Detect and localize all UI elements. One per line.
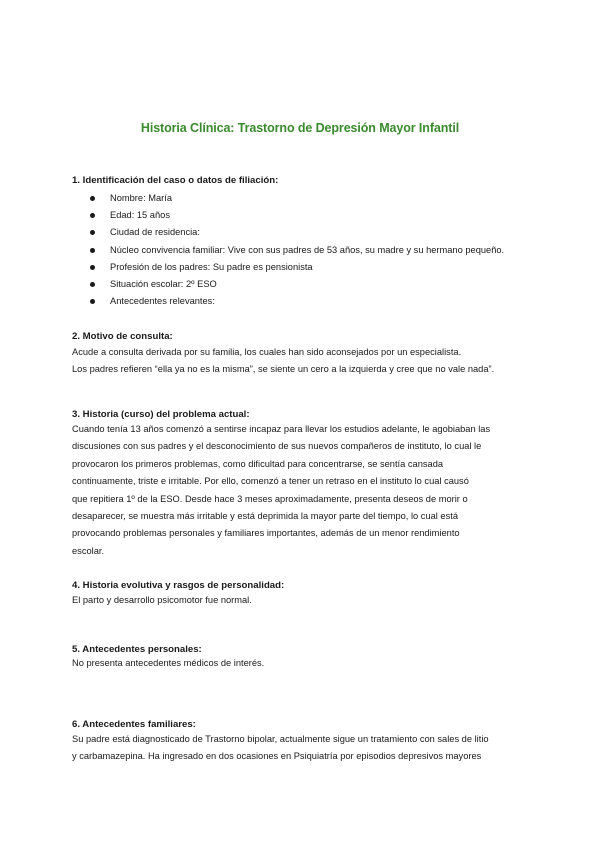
bullet-icon — [90, 265, 95, 270]
paragraph-line: Los padres refieren “ella ya no es la misma”, se siente un cero a la izquierda y cree que no vale nada”. — [72, 364, 495, 375]
list-item: Antecedentes relevantes: — [90, 293, 530, 310]
section-body-familiares — [72, 731, 532, 766]
paragraph-line: Cuando tenía 13 años comenzó a sentirse incapaz para llevar los estudios adelante, le agobiaban las — [72, 424, 491, 434]
bullet-icon — [90, 213, 95, 218]
paragraph-line: discusiones con sus padres y el desconocimiento de sus nuevos compañeros de instituto, lo cual le — [72, 441, 482, 452]
document-title: Historia Clínica: Trastorno de Depresión Mayor Infantil — [140, 121, 460, 135]
paragraph-line: Su padre está diagnosticado de Trastorno bipolar, actualmente sigue un tratamiento con sales de litio — [72, 734, 489, 744]
list-item: Situación escolar: 2º ESO — [90, 276, 530, 293]
paragraph-line: que repitiera 1º de la ESO. Desde hace 3 meses aproximadamente, presenta deseos de morir o — [72, 493, 468, 504]
section-body-evolutiva — [72, 592, 532, 609]
list-item: Nombre: María — [90, 190, 530, 207]
section-heading-historia: 3. Historia (curso) del problema actual: — [72, 409, 250, 420]
section-heading-identificacion: 1. Identificación del caso o datos de filiación: — [72, 175, 279, 186]
list-item: Núcleo convivencia familiar: Vive con sus padres de 53 años, su madre y su hermano pequeño. — [90, 242, 530, 259]
bullet-icon — [90, 282, 95, 287]
paragraph-line: Acude a consulta derivada por su familia, los cuales han sido aconsejados por un especialista. — [72, 347, 462, 357]
section-body-personales — [72, 655, 532, 672]
paragraph-line: continuamente, triste e irritable. Por ello, comenzó a tener un retraso en el instituto lo cual causó — [72, 476, 469, 487]
list-item: Ciudad de residencia: — [90, 224, 530, 241]
section-body-historia — [72, 421, 532, 560]
section-heading-evolutiva: 4. Historia evolutiva y rasgos de personalidad: — [72, 580, 285, 591]
list-item: Profesión de los padres: Su padre es pensionista — [90, 259, 530, 276]
paragraph-line: provocando problemas personales y familiares importantes, además de un menor rendimiento — [72, 528, 460, 539]
section-body-motivo — [72, 344, 532, 379]
paragraph-line: El parto y desarrollo psicomotor fue normal. — [72, 595, 252, 605]
paragraph-line: No presenta antecedentes médicos de interés. — [72, 658, 265, 668]
identification-list — [90, 190, 530, 310]
paragraph-line: y carbamazepina. Ha ingresado en dos ocasiones en Psiquiatría por episodios depresivos mayores — [72, 751, 482, 762]
section-heading-motivo: 2. Motivo de consulta: — [72, 331, 173, 342]
bullet-icon — [90, 230, 95, 235]
bullet-icon — [90, 299, 95, 304]
bullet-icon — [90, 248, 95, 253]
section-heading-familiares: 6. Antecedentes familiares: — [72, 719, 196, 730]
section-heading-personales: 5. Antecedentes personales: — [72, 644, 202, 655]
bullet-icon — [90, 196, 95, 201]
paragraph-line: provocaron los primeros problemas, como dificultad para concentrarse, se sentía cansada — [72, 458, 444, 469]
paragraph-line: escolar. — [72, 545, 105, 556]
list-item: Edad: 15 años — [90, 207, 530, 224]
paragraph-line: desaparecer, se muestra más irritable y está deprimida la mayor parte del tiempo, lo cual está — [72, 511, 459, 522]
